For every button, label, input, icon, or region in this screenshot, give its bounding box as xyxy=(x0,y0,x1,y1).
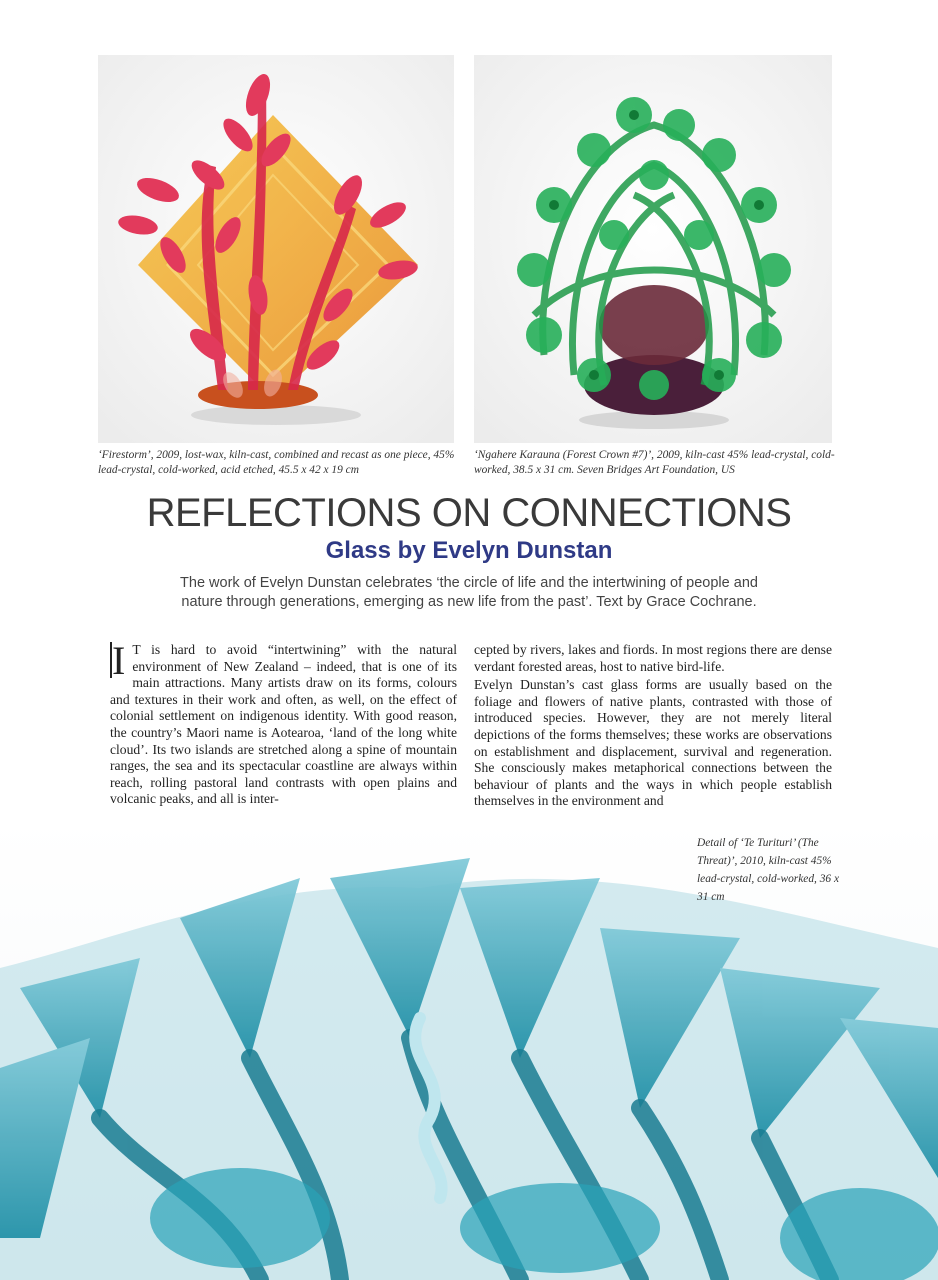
article-column-right xyxy=(474,642,832,812)
caption-ngahere-karauna: ‘Ngahere Karauna (Forest Crown #7)’, 2009, kiln-cast 45% lead-crystal, cold-worked, 38.5 x 31 cm. Seven Bridges Art Foundation, US xyxy=(474,449,835,476)
photo-ngahere-karauna xyxy=(474,55,832,443)
drop-cap: I xyxy=(110,642,129,678)
firestorm-illustration xyxy=(98,55,454,443)
article-subtitle: Glass by Evelyn Dunstan xyxy=(325,537,613,564)
ngahere-karauna-illustration xyxy=(474,55,832,443)
article-column-left xyxy=(110,638,457,810)
article-standfirst: The work of Evelyn Dunstan celebrates ‘the circle of life and the intertwining of people and nature through generations, emerging as new life from the past’. Text by Grace Cochrane. xyxy=(180,575,758,610)
column-left-text: T is hard to avoid “intertwining” with the natural environment of New Zealand – indeed, that is one of its main attractions. Many artists draw on its forms, colours and textures in their work and often, as well, on the effect of colonial settlement on indigenous identity. With good reason, the country’s Maori name is Aotearoa, ‘land of the long white cloud’. Its two islands are stretched along a spine of mountain ranges, the sea and its spectacular coastline are always within reach, rolling pastoral land contrasts with open plains and volcanic peaks, and all is inter- xyxy=(110,642,457,807)
column-right-paragraph-2: Evelyn Dunstan’s cast glass forms are usually based on the foliage and flowers of native plants, contrasted with those of introduced species. However, they are not merely literal depictions of the forms themselves; these works are observations on establishment and displacement, survival and regeneration. She consciously makes metaphorical connections between the behaviour of plants and the ways in which people establish themselves in the environment and xyxy=(474,677,832,809)
caption-firestorm: ‘Firestorm’, 2009, lost-wax, kiln-cast, combined and recast as one piece, 45% lead-crystal, cold-worked, acid etched, 45.5 x 42 x 19 cm xyxy=(98,449,455,476)
caption-te-turituri: Detail of ‘Te Turituri’ (The Threat)’, 2010, kiln-cast 45% lead-crystal, cold-worked, 36 x 31 cm xyxy=(697,837,840,903)
article-title: REFLECTIONS ON CONNECTIONS xyxy=(146,491,792,535)
column-right-paragraph-1: cepted by rivers, lakes and fiords. In most regions there are dense verdant forested areas, host to native bird-life. xyxy=(474,642,832,674)
photo-firestorm xyxy=(98,55,454,443)
